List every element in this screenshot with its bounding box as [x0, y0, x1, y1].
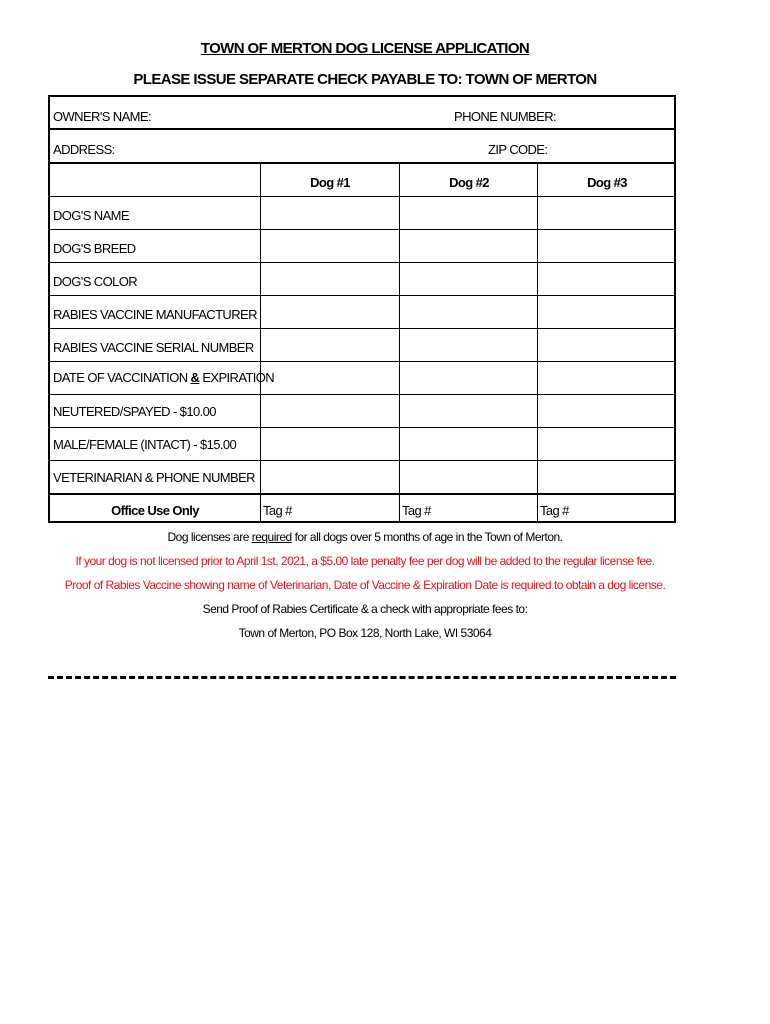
vaccination-label-prefix: DATE OF VACCINATION	[53, 370, 191, 385]
office-use-only-label: Office Use Only	[111, 503, 199, 518]
address-label: ADDRESS:	[53, 142, 115, 157]
send-instructions: Send Proof of Rabies Certificate & a check with appropriate fees to:	[202, 602, 528, 616]
vaccination-label-ampersand: &	[190, 370, 200, 385]
column-header-dog-2: Dog #2	[449, 175, 489, 190]
row-label-neutered-spayed: NEUTERED/SPAYED - $10.00	[53, 404, 216, 419]
row-label-male-female-intact: MALE/FEMALE (INTACT) - $15.00	[53, 437, 237, 452]
row-label-vaccination-date	[53, 370, 274, 386]
tag-label-dog-1: Tag #	[263, 503, 292, 518]
form-title: TOWN OF MERTON DOG LICENSE APPLICATION	[200, 40, 530, 57]
tag-label-dog-2: Tag #	[402, 503, 431, 518]
phone-number-label: PHONE NUMBER:	[454, 109, 556, 124]
late-fee-warning: If your dog is not licensed prior to April 1st, 2021, a $5.00 late penalty fee per dog will be added to the regular license fee.	[75, 554, 655, 568]
row-label-dog-color: DOG'S COLOR	[53, 274, 138, 289]
tag-label-dog-3: Tag #	[540, 503, 569, 518]
row-label-dog-name: DOG'S NAME	[53, 208, 129, 223]
form-subtitle: PLEASE ISSUE SEPARATE CHECK PAYABLE TO: TOWN OF MERTON	[133, 71, 597, 88]
zip-code-label: ZIP CODE:	[488, 142, 548, 157]
rabies-proof-notice: Proof of Rabies Vaccine showing name of Veterinarian, Date of Vaccine & Expiration Date is required to obtain a dog license.	[64, 578, 666, 592]
row-label-dog-breed: DOG'S BREED	[53, 241, 136, 256]
requirement-note	[0, 530, 730, 544]
license-form-table	[48, 95, 676, 523]
column-header-dog-1: Dog #1	[310, 175, 350, 190]
requirement-note-suffix: for all dogs over 5 months of age in the Town of Merton.	[291, 530, 563, 544]
requirement-note-emphasis: required	[251, 530, 292, 544]
owner-name-label: OWNER'S NAME:	[53, 109, 151, 124]
requirement-note-prefix: Dog licenses are	[167, 530, 252, 544]
cut-line-divider	[48, 676, 676, 679]
mailing-address: Town of Merton, PO Box 128, North Lake, WI 53064	[238, 626, 492, 640]
column-header-dog-3: Dog #3	[587, 175, 627, 190]
row-label-rabies-manufacturer: RABIES VACCINE MANUFACTURER	[53, 307, 257, 322]
row-label-veterinarian: VETERINARIAN & PHONE NUMBER	[53, 470, 255, 485]
vaccination-label-suffix: EXPIRATION	[199, 370, 275, 385]
row-label-rabies-serial: RABIES VACCINE SERIAL NUMBER	[53, 340, 254, 355]
